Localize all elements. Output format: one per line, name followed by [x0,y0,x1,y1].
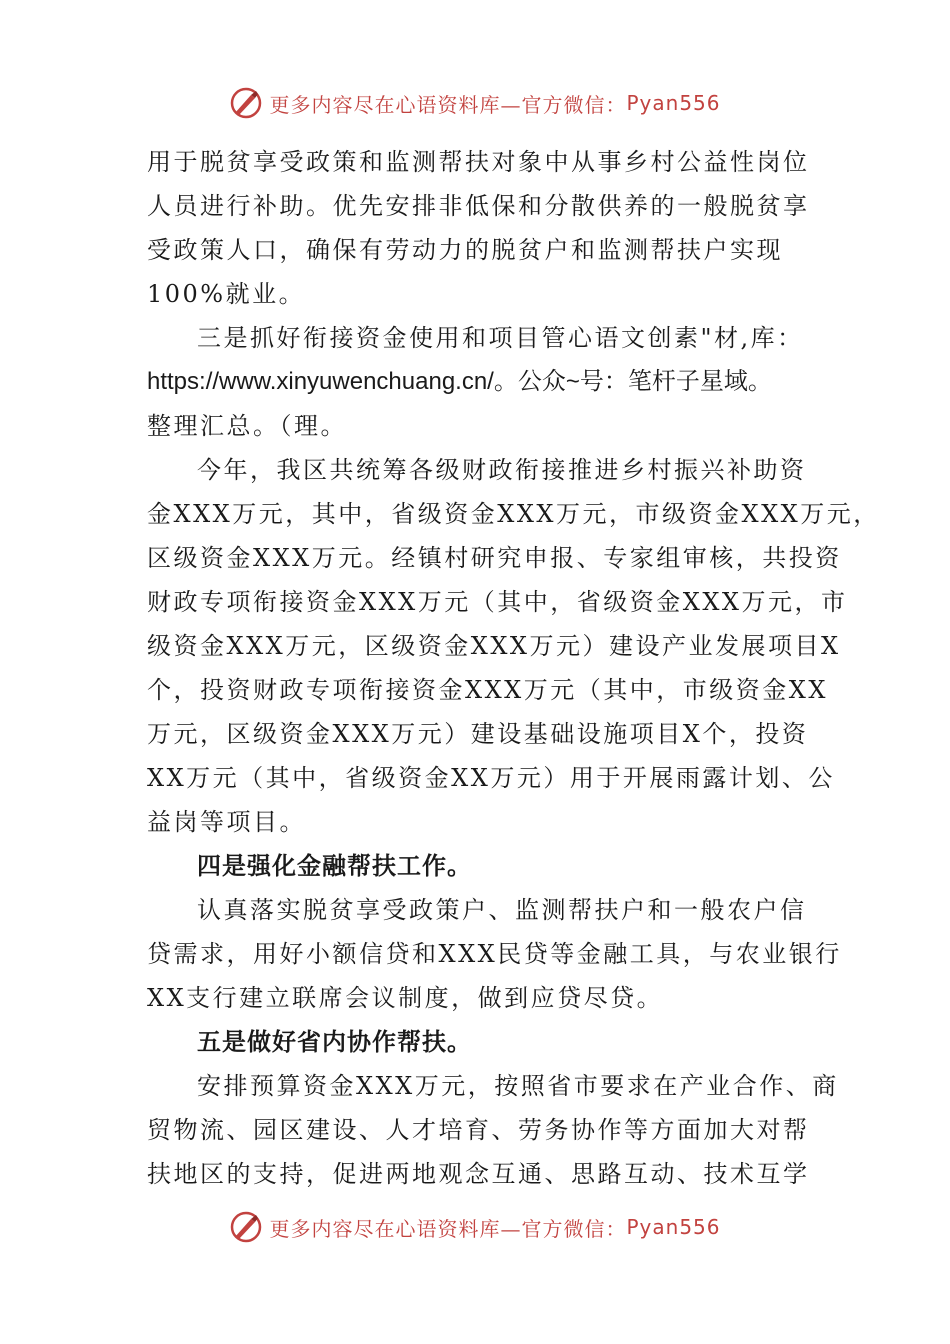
text-line: 贷需求，用好小额信贷和XXX民贷等金融工具，与农业银行 [147,940,842,968]
banner-text: 更多内容尽在心语资料库—官方微信： [269,1216,627,1241]
section-heading: 四是强化金融帮扶工作。 [197,852,472,880]
text-line: 金XXX万元，其中，省级资金XXX万元，市级资金XXX万元， [147,500,880,528]
text-line: 区级资金XXX万元。经镇村研究申报、专家组审核，共投资 [147,544,842,572]
header-watermark [0,83,950,123]
text-line: 认真落实脱贫享受政策户、监测帮扶户和一般农户信 [197,896,807,924]
text-line: 三是抓好衔接资金使用和项目管心语文创素"材,库： [197,324,804,352]
banner-wechat-id: Pyan556 [626,1215,721,1239]
footer-watermark [0,1207,950,1247]
text-line: 个，投资财政专项衔接资金XXX万元（其中，市级资金XX [147,676,828,704]
text-line: 用于脱贫享受政策和监测帮扶对象中从事乡村公益性岗位 [147,148,810,176]
text-line: 财政专项衔接资金XXX万元（其中，省级资金XXX万元，市 [147,588,848,616]
text-line: 安排预算资金XXX万元，按照省市要求在产业合作、商 [197,1072,839,1100]
pen-logo-icon [229,1210,263,1244]
text-line: 扶地区的支持，促进两地观念互通、思路互动、技术互学 [147,1160,810,1188]
text-line: 100%就业。 [147,280,306,308]
text-line: 受政策人口，确保有劳动力的脱贫户和监测帮扶户实现 [147,236,783,264]
text-line: XX支行建立联席会议制度，做到应贷尽贷。 [147,984,664,1012]
section-heading: 五是做好省内协作帮扶。 [197,1028,472,1056]
banner-wechat-id: Pyan556 [626,91,721,115]
text-line: XX万元（其中，省级资金XX万元）用于开展雨露计划、公 [147,764,835,792]
text-line: 贸物流、园区建设、人才培育、劳务协作等方面加大对帮 [147,1116,810,1144]
pen-logo-icon [229,86,263,120]
banner-text: 更多内容尽在心语资料库—官方微信： [269,92,627,117]
text-line: 人员进行补助。优先安排非低保和分散供养的一般脱贫享 [147,192,810,220]
document-body [147,140,880,1196]
text-line: 级资金XXX万元，区级资金XXX万元）建设产业发展项目X [147,632,841,660]
text-line: 益岗等项目。 [147,808,306,836]
text-line: 今年，我区共统筹各级财政衔接推进乡村振兴补助资 [197,456,807,484]
url-line: https://www.xinyuwenchuang.cn/。公众~号：笔杆子星域。 [147,368,772,395]
text-line: 万元，区级资金XXX万元）建设基础设施项目X个，投资 [147,720,809,748]
text-line: 整理汇总。（理。 [147,412,347,440]
